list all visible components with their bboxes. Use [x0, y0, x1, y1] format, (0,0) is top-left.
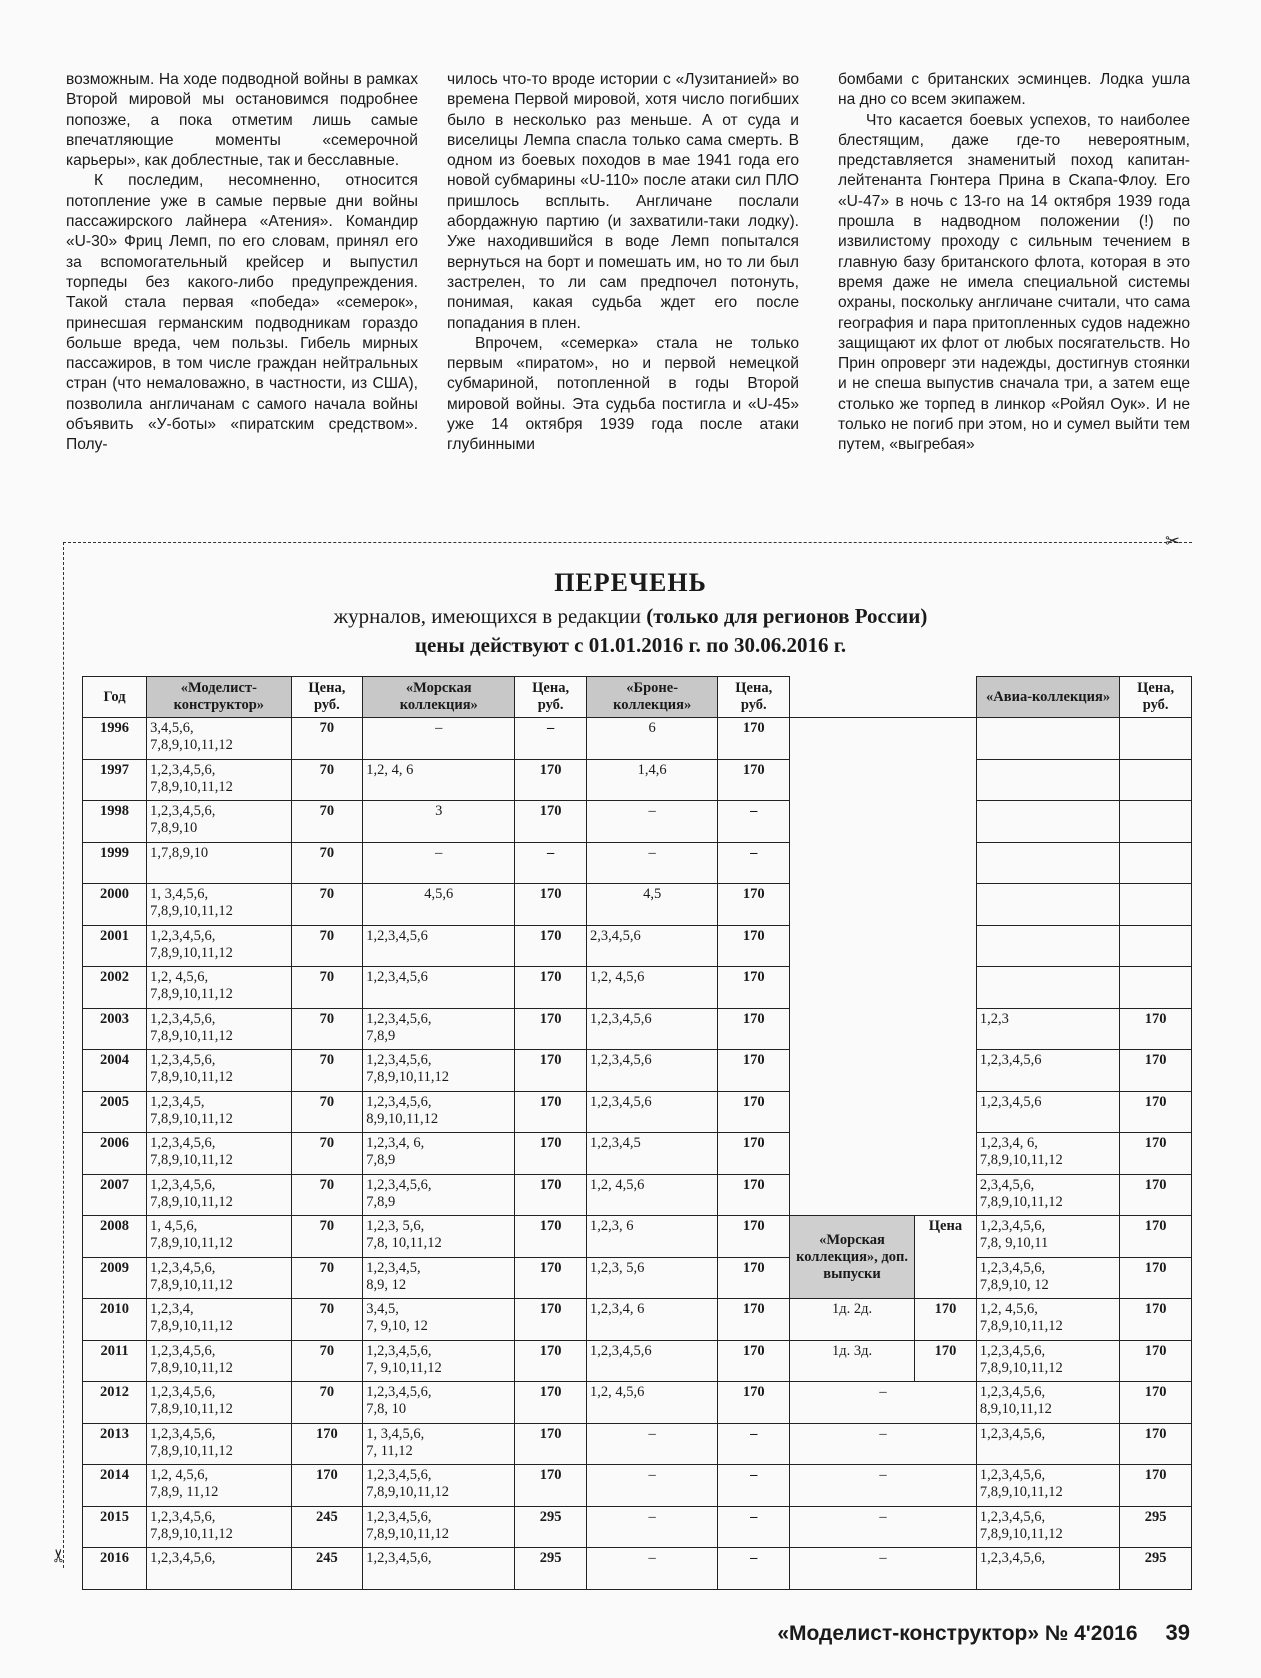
modelist-price: 70 — [291, 967, 363, 1009]
brone-price: 170 — [718, 1050, 790, 1092]
morskaya-issues: 1,2,3,4,5,6, 8,9,10,11,12 — [363, 1091, 515, 1133]
brone-price: 170 — [718, 1091, 790, 1133]
modelist-issues: 1,2,3,4, 7,8,9,10,11,12 — [147, 1299, 291, 1341]
brone-price: – — [718, 1548, 790, 1590]
extra-none: – — [790, 1423, 977, 1465]
avia-issues: 1,2,3,4,5,6, 7,8,9,10,11,12 — [976, 1340, 1119, 1382]
table-row — [83, 925, 1192, 967]
morskaya-price: 170 — [515, 1050, 587, 1092]
morskaya-price: 170 — [515, 925, 587, 967]
extra-blank — [790, 759, 977, 801]
avia-price: 170 — [1120, 1008, 1192, 1050]
avia-price: 170 — [1120, 1216, 1192, 1258]
scissors-icon: ✂ — [1165, 531, 1181, 551]
brone-price: 170 — [718, 1008, 790, 1050]
brone-price: 170 — [718, 967, 790, 1009]
article-paragraph: К последим, несомненно, относится потопление уже в самые первые дни войны пассажирского лайнера «Атения». Командир «U-30» Фриц Лемп, по его словам, принял его за вспомогательный крейсер и выпустил торпеды без какого-либо предупреждения. Такой стала первая «победа» «семерок», принесшая германским подводникам гораздо больше вреда, чем пользы. Гибель мирных пассажиров, в том числе граждан нейтральных стран (что немаловажно, в частности, из США), позволила англичанам с самого начала войны объявить «У-боты» «пиратским средством». Полу- — [66, 172, 418, 454]
avia-issues: 1,2,3,4,5,6, 7,8, 9,10,11 — [976, 1216, 1119, 1258]
year-cell: 2006 — [83, 1133, 147, 1175]
brone-price: 170 — [718, 1382, 790, 1424]
extra-header: «Морская коллекция», доп. выпуски — [790, 1216, 915, 1299]
morskaya-issues: 1,2,3,4,5,6 — [363, 925, 515, 967]
brone-issues: 6 — [586, 718, 717, 760]
table-row — [83, 884, 1192, 926]
year-cell: 2002 — [83, 967, 147, 1009]
morskaya-issues: – — [363, 718, 515, 760]
morskaya-price: 170 — [515, 1091, 587, 1133]
brone-issues: 1,2,3,4,5,6 — [586, 1340, 717, 1382]
brone-price: – — [718, 842, 790, 884]
table-row — [83, 1257, 1192, 1299]
avia-price: 170 — [1120, 1257, 1192, 1299]
modelist-issues: 1,2,3,4,5,6, 7,8,9,10,11,12 — [147, 1340, 291, 1382]
brone-issues: 1,2, 4,5,6 — [586, 1174, 717, 1216]
avia-price: 170 — [1120, 1382, 1192, 1424]
modelist-price: 70 — [291, 759, 363, 801]
morskaya-price: 170 — [515, 759, 587, 801]
page-footer — [650, 1620, 1190, 1646]
year-cell: 2009 — [83, 1257, 147, 1299]
avia-issues — [976, 759, 1119, 801]
table-row — [83, 1382, 1192, 1424]
table-row — [83, 1423, 1192, 1465]
avia-issues: 1,2,3,4,5,6, 7,8,9,10, 12 — [976, 1257, 1119, 1299]
modelist-price: 70 — [291, 1216, 363, 1258]
modelist-price: 70 — [291, 718, 363, 760]
avia-issues: 2,3,4,5,6, 7,8,9,10,11,12 — [976, 1174, 1119, 1216]
brone-issues: – — [586, 1506, 717, 1548]
scissors-icon: ✂ — [49, 1547, 70, 1564]
list-title: ПЕРЕЧЕНЬ — [554, 568, 707, 597]
year-cell: 2007 — [83, 1174, 147, 1216]
modelist-price: 170 — [291, 1465, 363, 1507]
modelist-price: 70 — [291, 1091, 363, 1133]
avia-issues: 1,2,3,4,5,6, — [976, 1548, 1119, 1590]
morskaya-issues: 3,4,5, 7, 9,10, 12 — [363, 1299, 515, 1341]
list-subtitle: журналов, имеющихся в редакции (только для регионов России) — [333, 604, 928, 628]
modelist-price: 70 — [291, 1340, 363, 1382]
modelist-price: 70 — [291, 884, 363, 926]
avia-price: 295 — [1120, 1548, 1192, 1590]
extra-blank — [790, 1174, 977, 1216]
modelist-price: 170 — [291, 1423, 363, 1465]
morskaya-issues: 1,2,3,4,5,6, 7,8,9 — [363, 1008, 515, 1050]
brone-issues: 2,3,4,5,6 — [586, 925, 717, 967]
table-row — [83, 1548, 1192, 1590]
modelist-price: 70 — [291, 801, 363, 843]
modelist-price: 70 — [291, 1382, 363, 1424]
brone-issues: 1,2,3,4,5,6 — [586, 1008, 717, 1050]
modelist-issues: 1,2,3,4,5, 7,8,9,10,11,12 — [147, 1091, 291, 1133]
year-cell: 2015 — [83, 1506, 147, 1548]
modelist-issues: 1,2,3,4,5,6, — [147, 1548, 291, 1590]
modelist-issues: 1,2,3,4,5,6, 7,8,9,10,11,12 — [147, 1506, 291, 1548]
article-column-3 — [838, 70, 1190, 456]
extra-blank — [790, 1091, 977, 1133]
avia-issues — [976, 967, 1119, 1009]
table-row — [83, 1008, 1192, 1050]
extra-blank — [790, 1008, 977, 1050]
year-cell: 2011 — [83, 1340, 147, 1382]
morskaya-issues: 1,2,3,4,5,6, 7,8,9,10,11,12 — [363, 1465, 515, 1507]
year-cell: 2013 — [83, 1423, 147, 1465]
avia-price: 170 — [1120, 1050, 1192, 1092]
avia-issues — [976, 718, 1119, 760]
extra-issues: 1д. 3д. — [790, 1340, 915, 1382]
avia-issues — [976, 842, 1119, 884]
extra-none: – — [790, 1506, 977, 1548]
morskaya-issues: 1,2,3,4,5,6, — [363, 1548, 515, 1590]
article-paragraph: чилось что-то вроде истории с «Лузитанией» во времена Первой мировой, хотя число погибших было в несколько раз меньше. А от суда и виселицы Лемпа спасла только сама смерть. В одном из боевых походов в мае 1941 года его новой субмарины «U-110» после атаки сил ПЛО пришлось всплыть. Англичане послали абордажную партию (и захватили-таки лодку). Уже находившийся в воде Лемп попытался вернуться на борт и помешать им, но то ли был застрелен, то ли сам предпочел потонуть, понимая, какая судьба ждет его после попадания в плен. — [447, 71, 799, 332]
brone-price: 170 — [718, 925, 790, 967]
header-morskaya: «Морская коллекция» — [363, 677, 515, 718]
morskaya-price: 170 — [515, 801, 587, 843]
year-cell: 2000 — [83, 884, 147, 926]
modelist-issues: 1,2,3,4,5,6, 7,8,9,10,11,12 — [147, 1257, 291, 1299]
brone-issues: – — [586, 842, 717, 884]
avia-price — [1120, 759, 1192, 801]
morskaya-price: 295 — [515, 1506, 587, 1548]
year-cell: 2001 — [83, 925, 147, 967]
avia-price: 170 — [1120, 1174, 1192, 1216]
article-paragraph: Впрочем, «семерка» стала не только первым «пиратом», но и первой немецкой субмариной, потопленной в годы Второй мировой войны. Эта судьба постигла и «U-45» уже 14 октября 1939 года после атаки глубинными — [447, 334, 799, 454]
extra-none: – — [790, 1548, 977, 1590]
catalog-table — [82, 676, 1192, 1590]
modelist-price: 245 — [291, 1548, 363, 1590]
morskaya-price: 170 — [515, 1340, 587, 1382]
table-row — [83, 1465, 1192, 1507]
morskaya-issues: 1,2,3,4,5,6, 7,8,9,10,11,12 — [363, 1050, 515, 1092]
modelist-issues: 1,2,3,4,5,6, 7,8,9,10,11,12 — [147, 759, 291, 801]
modelist-price: 70 — [291, 1133, 363, 1175]
extra-blank — [790, 842, 977, 884]
brone-price: 170 — [718, 1174, 790, 1216]
extra-blank — [790, 1050, 977, 1092]
extra-blank — [790, 1133, 977, 1175]
avia-issues — [976, 925, 1119, 967]
year-cell: 2012 — [83, 1382, 147, 1424]
avia-issues: 1,2,3,4,5,6, — [976, 1423, 1119, 1465]
table-header-row — [83, 677, 1192, 718]
brone-issues: – — [586, 1548, 717, 1590]
avia-issues: 1,2,3,4,5,6 — [976, 1091, 1119, 1133]
brone-price: 170 — [718, 884, 790, 926]
brone-issues: 1,4,6 — [586, 759, 717, 801]
modelist-price: 70 — [291, 1299, 363, 1341]
brone-issues: – — [586, 801, 717, 843]
header-modelist: «Моделист-конструктор» — [147, 677, 291, 718]
header-brone: «Броне-коллекция» — [586, 677, 717, 718]
extra-none: – — [790, 1465, 977, 1507]
brone-issues: 1,2,3,4,5,6 — [586, 1050, 717, 1092]
morskaya-issues: – — [363, 842, 515, 884]
avia-issues: 1,2,3,4,5,6, 8,9,10,11,12 — [976, 1382, 1119, 1424]
year-cell: 2014 — [83, 1465, 147, 1507]
morskaya-issues: 1, 3,4,5,6, 7, 11,12 — [363, 1423, 515, 1465]
modelist-issues: 1,2,3,4,5,6, 7,8,9,10,11,12 — [147, 1008, 291, 1050]
modelist-issues: 1,2,3,4,5,6, 7,8,9,10 — [147, 801, 291, 843]
table-row — [83, 1091, 1192, 1133]
avia-price — [1120, 925, 1192, 967]
year-cell: 2010 — [83, 1299, 147, 1341]
table-row — [83, 1340, 1192, 1382]
morskaya-price: 170 — [515, 967, 587, 1009]
year-cell: 2005 — [83, 1091, 147, 1133]
morskaya-price: 170 — [515, 1257, 587, 1299]
morskaya-issues: 1,2,3,4,5,6, 7,8,9 — [363, 1174, 515, 1216]
morskaya-price: 170 — [515, 1133, 587, 1175]
year-cell: 2016 — [83, 1548, 147, 1590]
header-year: Год — [83, 677, 147, 718]
modelist-price: 70 — [291, 1008, 363, 1050]
brone-issues: 1,2,3,4,5 — [586, 1133, 717, 1175]
brone-price: 170 — [718, 1340, 790, 1382]
morskaya-issues: 1,2,3,4,5,6, 7,8,9,10,11,12 — [363, 1506, 515, 1548]
header-price: Цена, руб. — [718, 677, 790, 718]
morskaya-price: 170 — [515, 1008, 587, 1050]
brone-issues: 1,2,3, 5,6 — [586, 1257, 717, 1299]
morskaya-price: 170 — [515, 884, 587, 926]
morskaya-price: 170 — [515, 1174, 587, 1216]
header-price: Цена, руб. — [1120, 677, 1192, 718]
header-price: Цена, руб. — [515, 677, 587, 718]
modelist-issues: 1,2,3,4,5,6, 7,8,9,10,11,12 — [147, 925, 291, 967]
extra-blank — [790, 718, 977, 760]
brone-price: – — [718, 801, 790, 843]
modelist-issues: 1,2,3,4,5,6, 7,8,9,10,11,12 — [147, 1133, 291, 1175]
header-price: Цена, руб. — [291, 677, 363, 718]
table-row — [83, 801, 1192, 843]
extra-none: – — [790, 1382, 977, 1424]
morskaya-price: 170 — [515, 1299, 587, 1341]
avia-price — [1120, 718, 1192, 760]
modelist-issues: 1,2, 4,5,6, 7,8,9, 11,12 — [147, 1465, 291, 1507]
avia-price: 295 — [1120, 1506, 1192, 1548]
table-row — [83, 1050, 1192, 1092]
morskaya-issues: 1,2,3,4,5, 8,9, 12 — [363, 1257, 515, 1299]
morskaya-price: 170 — [515, 1465, 587, 1507]
avia-price — [1120, 801, 1192, 843]
table-row — [83, 1216, 1192, 1258]
table-row — [83, 1506, 1192, 1548]
morskaya-issues: 1,2,3,4, 6, 7,8,9 — [363, 1133, 515, 1175]
avia-issues: 1,2, 4,5,6, 7,8,9,10,11,12 — [976, 1299, 1119, 1341]
extra-blank — [790, 967, 977, 1009]
brone-issues: 1,2,3, 6 — [586, 1216, 717, 1258]
year-cell: 2003 — [83, 1008, 147, 1050]
table-row — [83, 1174, 1192, 1216]
brone-price: 170 — [718, 1216, 790, 1258]
article-column-2 — [447, 70, 799, 456]
table-row — [83, 1133, 1192, 1175]
morskaya-issues: 3 — [363, 801, 515, 843]
modelist-issues: 1, 4,5,6, 7,8,9,10,11,12 — [147, 1216, 291, 1258]
modelist-issues: 1,2,3,4,5,6, 7,8,9,10,11,12 — [147, 1050, 291, 1092]
avia-issues: 1,2,3,4, 6, 7,8,9,10,11,12 — [976, 1133, 1119, 1175]
year-cell: 1997 — [83, 759, 147, 801]
article-column-1 — [66, 70, 418, 456]
modelist-issues: 1,2,3,4,5,6, 7,8,9,10,11,12 — [147, 1382, 291, 1424]
article-paragraph: возможным. На ходе подводной войны в рамках Второй мировой мы остановимся подробнее попозже, а пока отметим лишь самые впечатляющие моменты «семерочной карьеры», как доблестные, так и бесславные. — [66, 71, 418, 170]
brone-price: – — [718, 1506, 790, 1548]
morskaya-price: – — [515, 718, 587, 760]
header-avia: «Авиа-коллекция» — [976, 677, 1119, 718]
year-cell: 2004 — [83, 1050, 147, 1092]
table-row — [83, 759, 1192, 801]
year-cell: 1996 — [83, 718, 147, 760]
modelist-price: 70 — [291, 1257, 363, 1299]
extra-blank — [790, 925, 977, 967]
extra-price: 170 — [914, 1299, 976, 1341]
year-cell: 1998 — [83, 801, 147, 843]
modelist-price: 70 — [291, 1174, 363, 1216]
modelist-issues: 1, 3,4,5,6, 7,8,9,10,11,12 — [147, 884, 291, 926]
modelist-issues: 1,2,3,4,5,6, 7,8,9,10,11,12 — [147, 1174, 291, 1216]
modelist-price: 70 — [291, 925, 363, 967]
brone-issues: – — [586, 1465, 717, 1507]
morskaya-issues: 4,5,6 — [363, 884, 515, 926]
brone-issues: 1,2,3,4, 6 — [586, 1299, 717, 1341]
morskaya-price: 170 — [515, 1423, 587, 1465]
morskaya-price: 295 — [515, 1548, 587, 1590]
avia-price — [1120, 884, 1192, 926]
avia-issues: 1,2,3,4,5,6 — [976, 1050, 1119, 1092]
morskaya-price: – — [515, 842, 587, 884]
morskaya-price: 170 — [515, 1382, 587, 1424]
modelist-issues: 3,4,5,6, 7,8,9,10,11,12 — [147, 718, 291, 760]
price-validity: цены действуют с 01.01.2016 г. по 30.06.2016 г. — [414, 633, 847, 657]
morskaya-issues: 1,2,3,4,5,6, 7,8, 10 — [363, 1382, 515, 1424]
avia-issues — [976, 801, 1119, 843]
modelist-issues: 1,2, 4,5,6, 7,8,9,10,11,12 — [147, 967, 291, 1009]
magazine-issue: «Моделист-конструктор» № 4'2016 — [777, 1622, 1138, 1645]
modelist-issues: 1,7,8,9,10 — [147, 842, 291, 884]
extra-price-header: Цена — [914, 1216, 976, 1299]
article-paragraph: бомбами с британских эсминцев. Лодка ушла на дно со всем экипажем. — [838, 71, 1190, 109]
modelist-price: 70 — [291, 842, 363, 884]
morskaya-issues: 1,2,3, 5,6, 7,8, 10,11,12 — [363, 1216, 515, 1258]
avia-price — [1120, 967, 1192, 1009]
brone-issues: – — [586, 1423, 717, 1465]
brone-price: 170 — [718, 759, 790, 801]
avia-price — [1120, 842, 1192, 884]
avia-price: 170 — [1120, 1423, 1192, 1465]
brone-issues: 1,2, 4,5,6 — [586, 967, 717, 1009]
modelist-price: 70 — [291, 1050, 363, 1092]
page-number: 39 — [1165, 1620, 1190, 1645]
avia-price: 170 — [1120, 1340, 1192, 1382]
morskaya-price: 170 — [515, 1216, 587, 1258]
modelist-issues: 1,2,3,4,5,6, 7,8,9,10,11,12 — [147, 1423, 291, 1465]
extra-price: 170 — [914, 1340, 976, 1382]
year-cell: 2008 — [83, 1216, 147, 1258]
extra-blank — [790, 884, 977, 926]
avia-price: 170 — [1120, 1465, 1192, 1507]
morskaya-issues: 1,2, 4, 6 — [363, 759, 515, 801]
article-paragraph: Что касается боевых успехов, то наиболее блестящим, даже где-то невероятным, представляется знаменитый поход капитан-лейтенанта Гюнтера Прина в Скапа-Флоу. Его «U-47» в ночь с 13-го на 14 октября 1939 года прошла в надводном положении (!) по извилистому проходу с сильным течением в главную базу британского флота, которая в это время даже не имела специальной системы охраны, поскольку англичане считали, что сама география и пара притопленных судов надежно защищают их флот от любых посягательств. Но Прин опроверг эти надежды, достигнув стоянки и не спеша выпустив сначала три, а затем еще столько же торпед в линкор «Ройял Оук». И не только не погиб при этом, но и сумел выйти тем путем, «выгребая» — [838, 111, 1190, 454]
avia-price: 170 — [1120, 1133, 1192, 1175]
modelist-price: 245 — [291, 1506, 363, 1548]
header-blank — [790, 677, 977, 718]
avia-price: 170 — [1120, 1091, 1192, 1133]
avia-issues: 1,2,3,4,5,6, 7,8,9,10,11,12 — [976, 1506, 1119, 1548]
brone-issues: 1,2,3,4,5,6 — [586, 1091, 717, 1133]
table-row — [83, 842, 1192, 884]
brone-price: – — [718, 1465, 790, 1507]
table-row — [83, 718, 1192, 760]
extra-blank — [790, 801, 977, 843]
brone-price: 170 — [718, 1133, 790, 1175]
brone-price: 170 — [718, 1257, 790, 1299]
morskaya-issues: 1,2,3,4,5,6 — [363, 967, 515, 1009]
avia-price: 170 — [1120, 1299, 1192, 1341]
table-row — [83, 967, 1192, 1009]
brone-price: 170 — [718, 718, 790, 760]
avia-issues — [976, 884, 1119, 926]
brone-issues: 4,5 — [586, 884, 717, 926]
avia-issues: 1,2,3 — [976, 1008, 1119, 1050]
table-row — [83, 1299, 1192, 1341]
avia-issues: 1,2,3,4,5,6, 7,8,9,10,11,12 — [976, 1465, 1119, 1507]
brone-price: – — [718, 1423, 790, 1465]
brone-price: 170 — [718, 1299, 790, 1341]
extra-issues: 1д. 2д. — [790, 1299, 915, 1341]
year-cell: 1999 — [83, 842, 147, 884]
brone-issues: 1,2, 4,5,6 — [586, 1382, 717, 1424]
morskaya-issues: 1,2,3,4,5,6, 7, 9,10,11,12 — [363, 1340, 515, 1382]
